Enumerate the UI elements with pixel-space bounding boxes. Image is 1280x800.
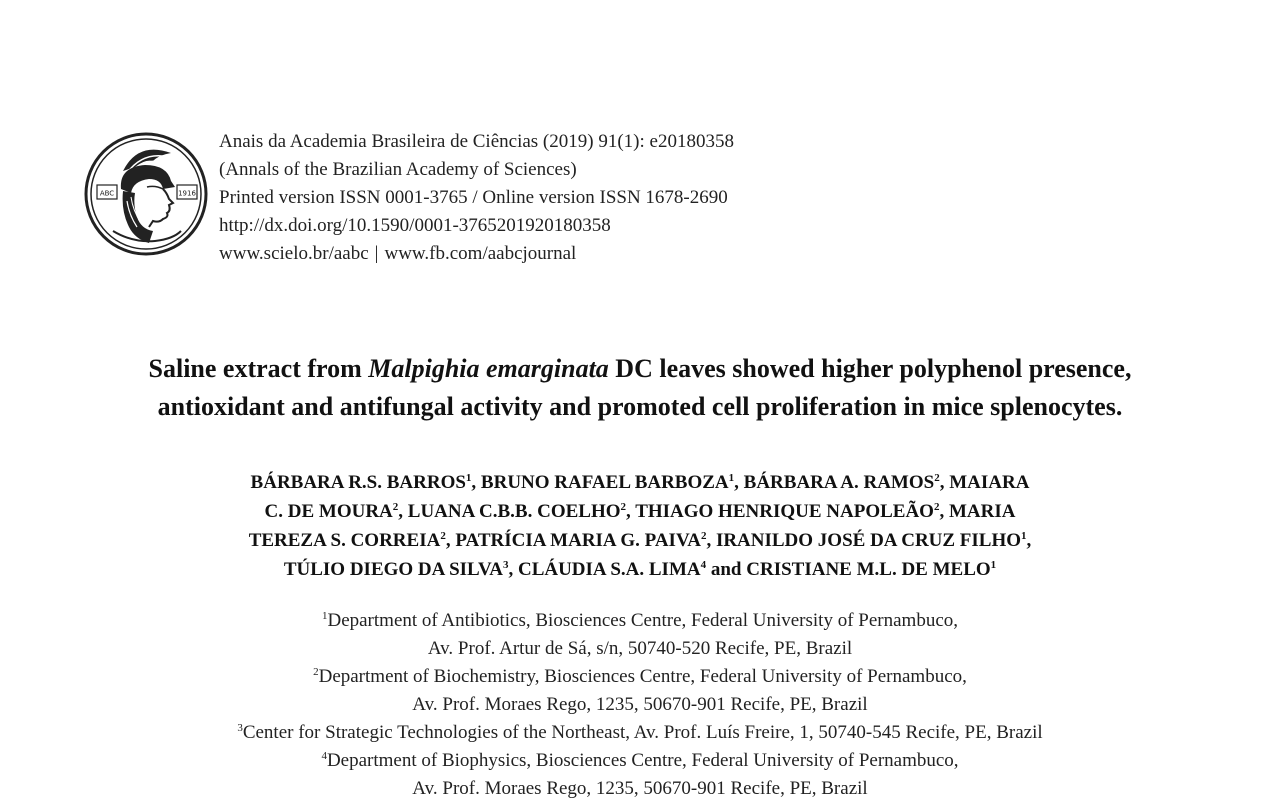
author-line-1: BÁRBARA R.S. BARROS$^1$, BRUNO RAFAEL BARBOZA$^1$, BÁRBARA A. RAMOS$^2$, MAIARA <box>250 472 1030 493</box>
author-name: MAIARA <box>949 472 1030 493</box>
doi-link[interactable]: http://dx.doi.org/10.1590/0001-3765201920180358 <box>219 215 611 236</box>
author-line-3: TEREZA S. CORREIA$^2$, PATRÍCIA MARIA G. PAIVA$^2$, IRANILDO JOSÉ DA CRUZ FILHO$^1$, <box>248 530 1032 551</box>
author-name: CRISTIANE M.L. DE MELO <box>746 559 991 580</box>
academy-seal-icon <box>83 131 209 257</box>
author-name: BÁRBARA A. RAMOS <box>743 472 935 493</box>
affiliation-marker: 2 <box>933 501 940 513</box>
affiliation-text: Department of Antibiotics, Biosciences Centre, Federal University of Pernambuco, <box>327 610 959 631</box>
seal-right-text: 1916 <box>178 189 196 198</box>
title-line-1 <box>40 350 1240 388</box>
journal-websites <box>219 240 734 268</box>
affiliation-number: 3 <box>237 722 243 734</box>
author-name: C. DE MOURA <box>264 501 393 522</box>
affiliation-marker: 1 <box>728 472 735 484</box>
and-conjunction: and <box>710 559 742 580</box>
affiliation-number: 1 <box>321 610 328 622</box>
affiliation-2-line-2: Av. Prof. Moraes Rego, 1235, 50670-901 Recife, PE, Brazil <box>412 694 868 715</box>
author-name: MARIA <box>948 501 1016 522</box>
author-line-2: C. DE MOURA$^2$, LUANA C.B.B. COELHO$^2$, THIAGO HENRIQUE NAPOLEÃO$^2$, MARIA <box>264 501 1016 522</box>
author-name: LUANA C.B.B. COELHO <box>407 501 621 522</box>
author-list <box>40 468 1240 584</box>
author-name: CLÁUDIA S.A. LIMA <box>517 559 701 580</box>
affiliation-text: Department of Biophysics, Biosciences Centre, Federal University of Pernambuco, <box>326 750 959 771</box>
affiliation-marker: 1 <box>1021 530 1027 542</box>
species-name: Malpighia emarginata <box>368 354 609 383</box>
affiliation-3-line-1 <box>40 719 1240 747</box>
author-line-4: TÚLIO DIEGO DA SILVA$^3$, CLÁUDIA S.A. LIMA$^4$ and CRISTIANE M.L. DE MELO$^1$ <box>283 559 997 580</box>
affiliation-4-line-2: Av. Prof. Moraes Rego, 1235, 50670-901 Recife, PE, Brazil <box>412 778 868 799</box>
affiliation-marker: 2 <box>934 472 940 484</box>
affiliation-number: 2 <box>313 666 319 678</box>
author-name: PATRÍCIA MARIA G. PAIVA <box>455 530 701 551</box>
paper-title <box>40 350 1240 426</box>
affiliation-number: 4 <box>321 750 327 762</box>
title-line-2: antioxidant and antifungal activity and promoted cell proliferation in mice splenocytes. <box>157 392 1123 421</box>
journal-issn: Printed version ISSN 0001-3765 / Online version ISSN 1678-2690 <box>219 187 728 208</box>
journal-english-name: (Annals of the Brazilian Academy of Sciences) <box>219 159 577 180</box>
affiliation-text: Department of Biochemistry, Biosciences Centre, Federal University of Pernambuco, <box>318 666 967 687</box>
affiliation-marker: 2 <box>620 501 627 513</box>
affiliation-2-line-1 <box>40 663 1240 691</box>
author-name: IRANILDO JOSÉ DA CRUZ FILHO <box>715 530 1022 551</box>
author-name: TÚLIO DIEGO DA SILVA <box>283 559 503 580</box>
affiliation-1-line-1 <box>40 607 1240 635</box>
title-part-1: Saline extract from <box>148 354 369 383</box>
scielo-link[interactable]: www.scielo.br/aabc <box>219 243 369 264</box>
academy-seal-logo <box>83 131 209 257</box>
affiliation-marker: 2 <box>392 501 399 513</box>
affiliation-marker: 2 <box>700 530 707 542</box>
journal-info <box>219 128 734 268</box>
affiliation-marker: 1 <box>990 559 997 571</box>
seal-left-text: ABC <box>99 189 115 198</box>
affiliation-marker: 2 <box>440 530 446 542</box>
author-name: THIAGO HENRIQUE NAPOLEÃO <box>635 501 934 522</box>
author-name: BÁRBARA R.S. BARROS <box>250 472 466 493</box>
title-part-2: DC leaves showed higher polyphenol presence, <box>608 354 1132 383</box>
author-name: TEREZA S. CORREIA <box>248 530 441 551</box>
affiliation-marker: 3 <box>502 559 509 571</box>
link-separator: | <box>374 243 379 264</box>
affiliation-marker: 1 <box>465 472 472 484</box>
affiliation-marker: 4 <box>700 559 707 571</box>
affiliation-text: Center for Strategic Technologies of the Northeast, Av. Prof. Luís Freire, 1, 50740-545 Recife, PE, Brazil <box>242 722 1043 743</box>
author-name: BRUNO RAFAEL BARBOZA <box>480 472 729 493</box>
facebook-link[interactable]: www.fb.com/aabcjournal <box>384 243 577 264</box>
affiliation-list <box>40 607 1240 800</box>
journal-citation: Anais da Academia Brasileira de Ciências (2019) 91(1): e20180358 <box>219 131 734 152</box>
affiliation-1-line-2: Av. Prof. Artur de Sá, s/n, 50740-520 Recife, PE, Brazil <box>427 638 853 659</box>
affiliation-4-line-1 <box>40 747 1240 775</box>
